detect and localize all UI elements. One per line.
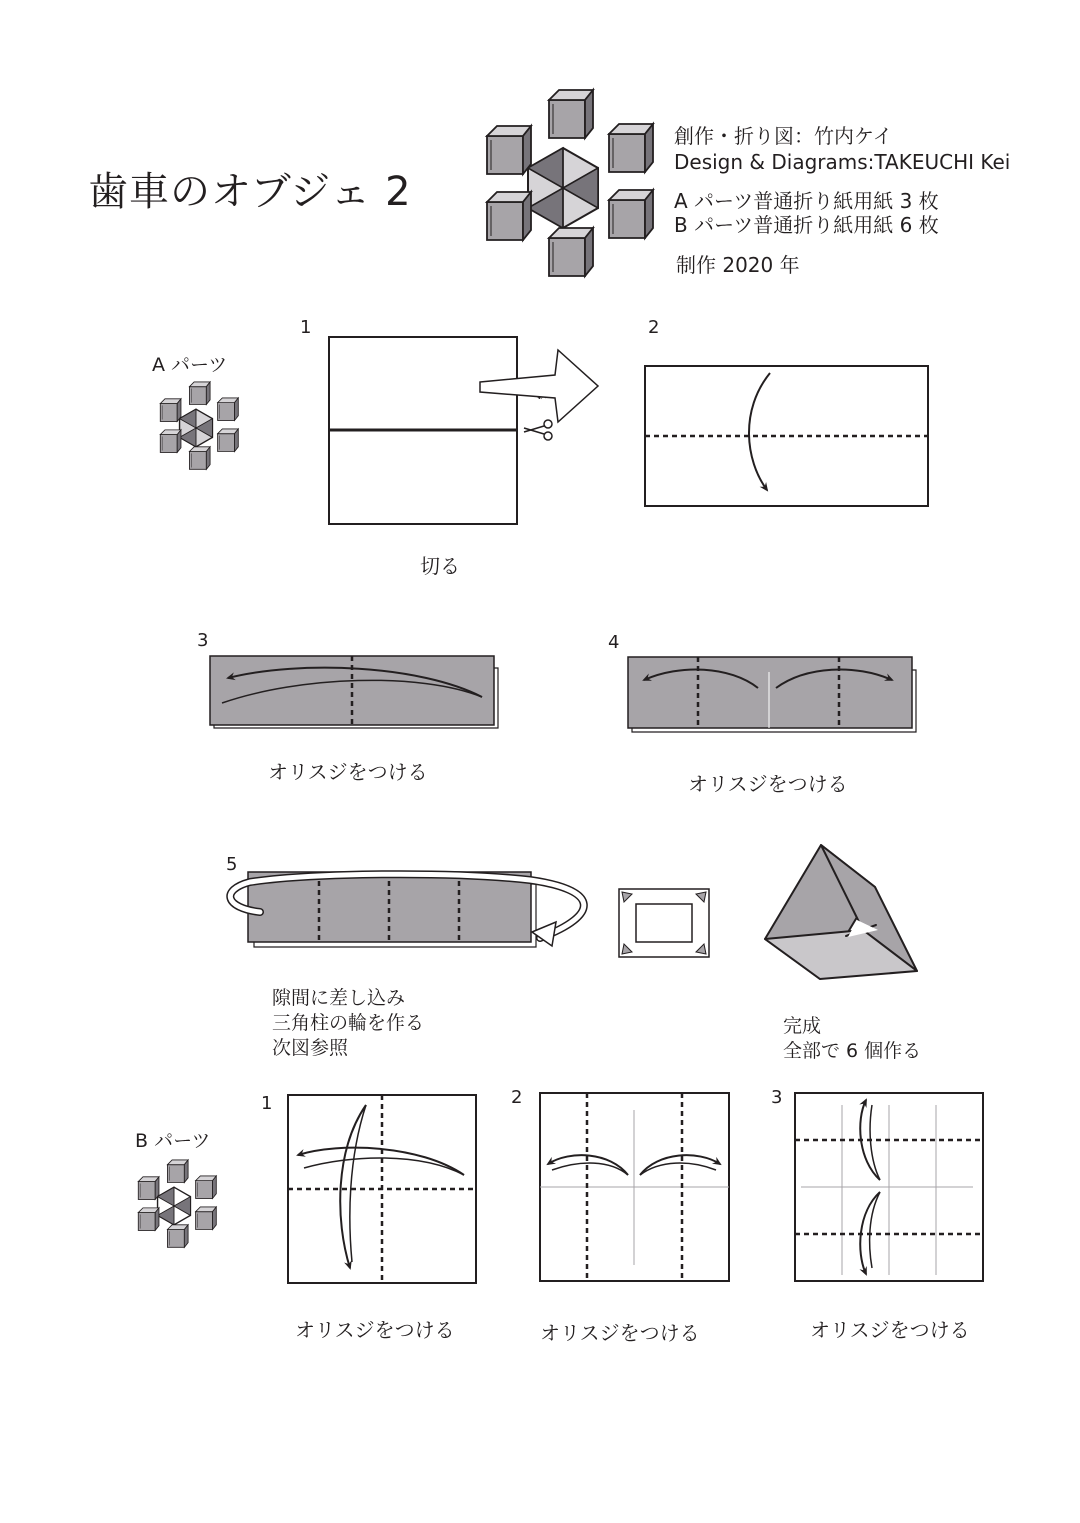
step-number: 3 xyxy=(197,630,209,651)
step-number: 2 xyxy=(511,1087,523,1108)
a-step5-figure xyxy=(230,872,709,957)
a-step1-figure xyxy=(329,337,598,524)
a-step3-figure xyxy=(210,656,498,728)
b-step2-figure xyxy=(540,1093,729,1281)
crease-caption: オリスジをつける xyxy=(295,1318,455,1342)
credit-author: 創作・折り図：竹内ケイ xyxy=(674,124,893,148)
a-step4-figure xyxy=(628,657,916,732)
part-a-icon xyxy=(160,382,238,469)
a-step2-figure xyxy=(645,366,928,506)
credit-part-b-paper: B パーツ普通折り紙用紙 6 枚 xyxy=(674,213,939,237)
model-illustration xyxy=(487,90,653,276)
step-number: 1 xyxy=(261,1093,273,1114)
cut-caption: 切る xyxy=(420,554,460,578)
crease-caption: オリスジをつける xyxy=(540,1321,700,1345)
step-number: 2 xyxy=(648,317,660,338)
credit-part-a-paper: A パーツ普通折り紙用紙 3 枚 xyxy=(674,189,939,213)
part-b-label: B パーツ xyxy=(135,1130,211,1152)
done-caption: 完成 全部で 6 個作る xyxy=(783,1015,922,1062)
part-b-icon xyxy=(138,1160,216,1247)
step-number: 5 xyxy=(226,854,238,875)
prism-figure xyxy=(765,845,917,979)
credit-design: Design & Diagrams:TAKEUCHI Kei xyxy=(674,150,1011,174)
insert-caption: 隙間に差し込み 三角柱の輪を作る 次図参照 xyxy=(272,987,425,1059)
b-step1-figure xyxy=(288,1095,476,1283)
step-number: 3 xyxy=(771,1087,783,1108)
step-number: 4 xyxy=(608,632,620,653)
scissors-icon xyxy=(524,420,552,440)
credit-year: 制作 2020 年 xyxy=(676,253,800,277)
step-number: 1 xyxy=(300,317,312,338)
crease-caption: オリスジをつける xyxy=(268,760,428,784)
crease-caption: オリスジをつける xyxy=(810,1318,970,1342)
part-a-label: A パーツ xyxy=(152,354,228,376)
b-step3-figure xyxy=(795,1093,983,1281)
page-title: 歯車のオブジェ 2 xyxy=(88,169,412,215)
crease-caption: オリスジをつける xyxy=(688,772,848,796)
